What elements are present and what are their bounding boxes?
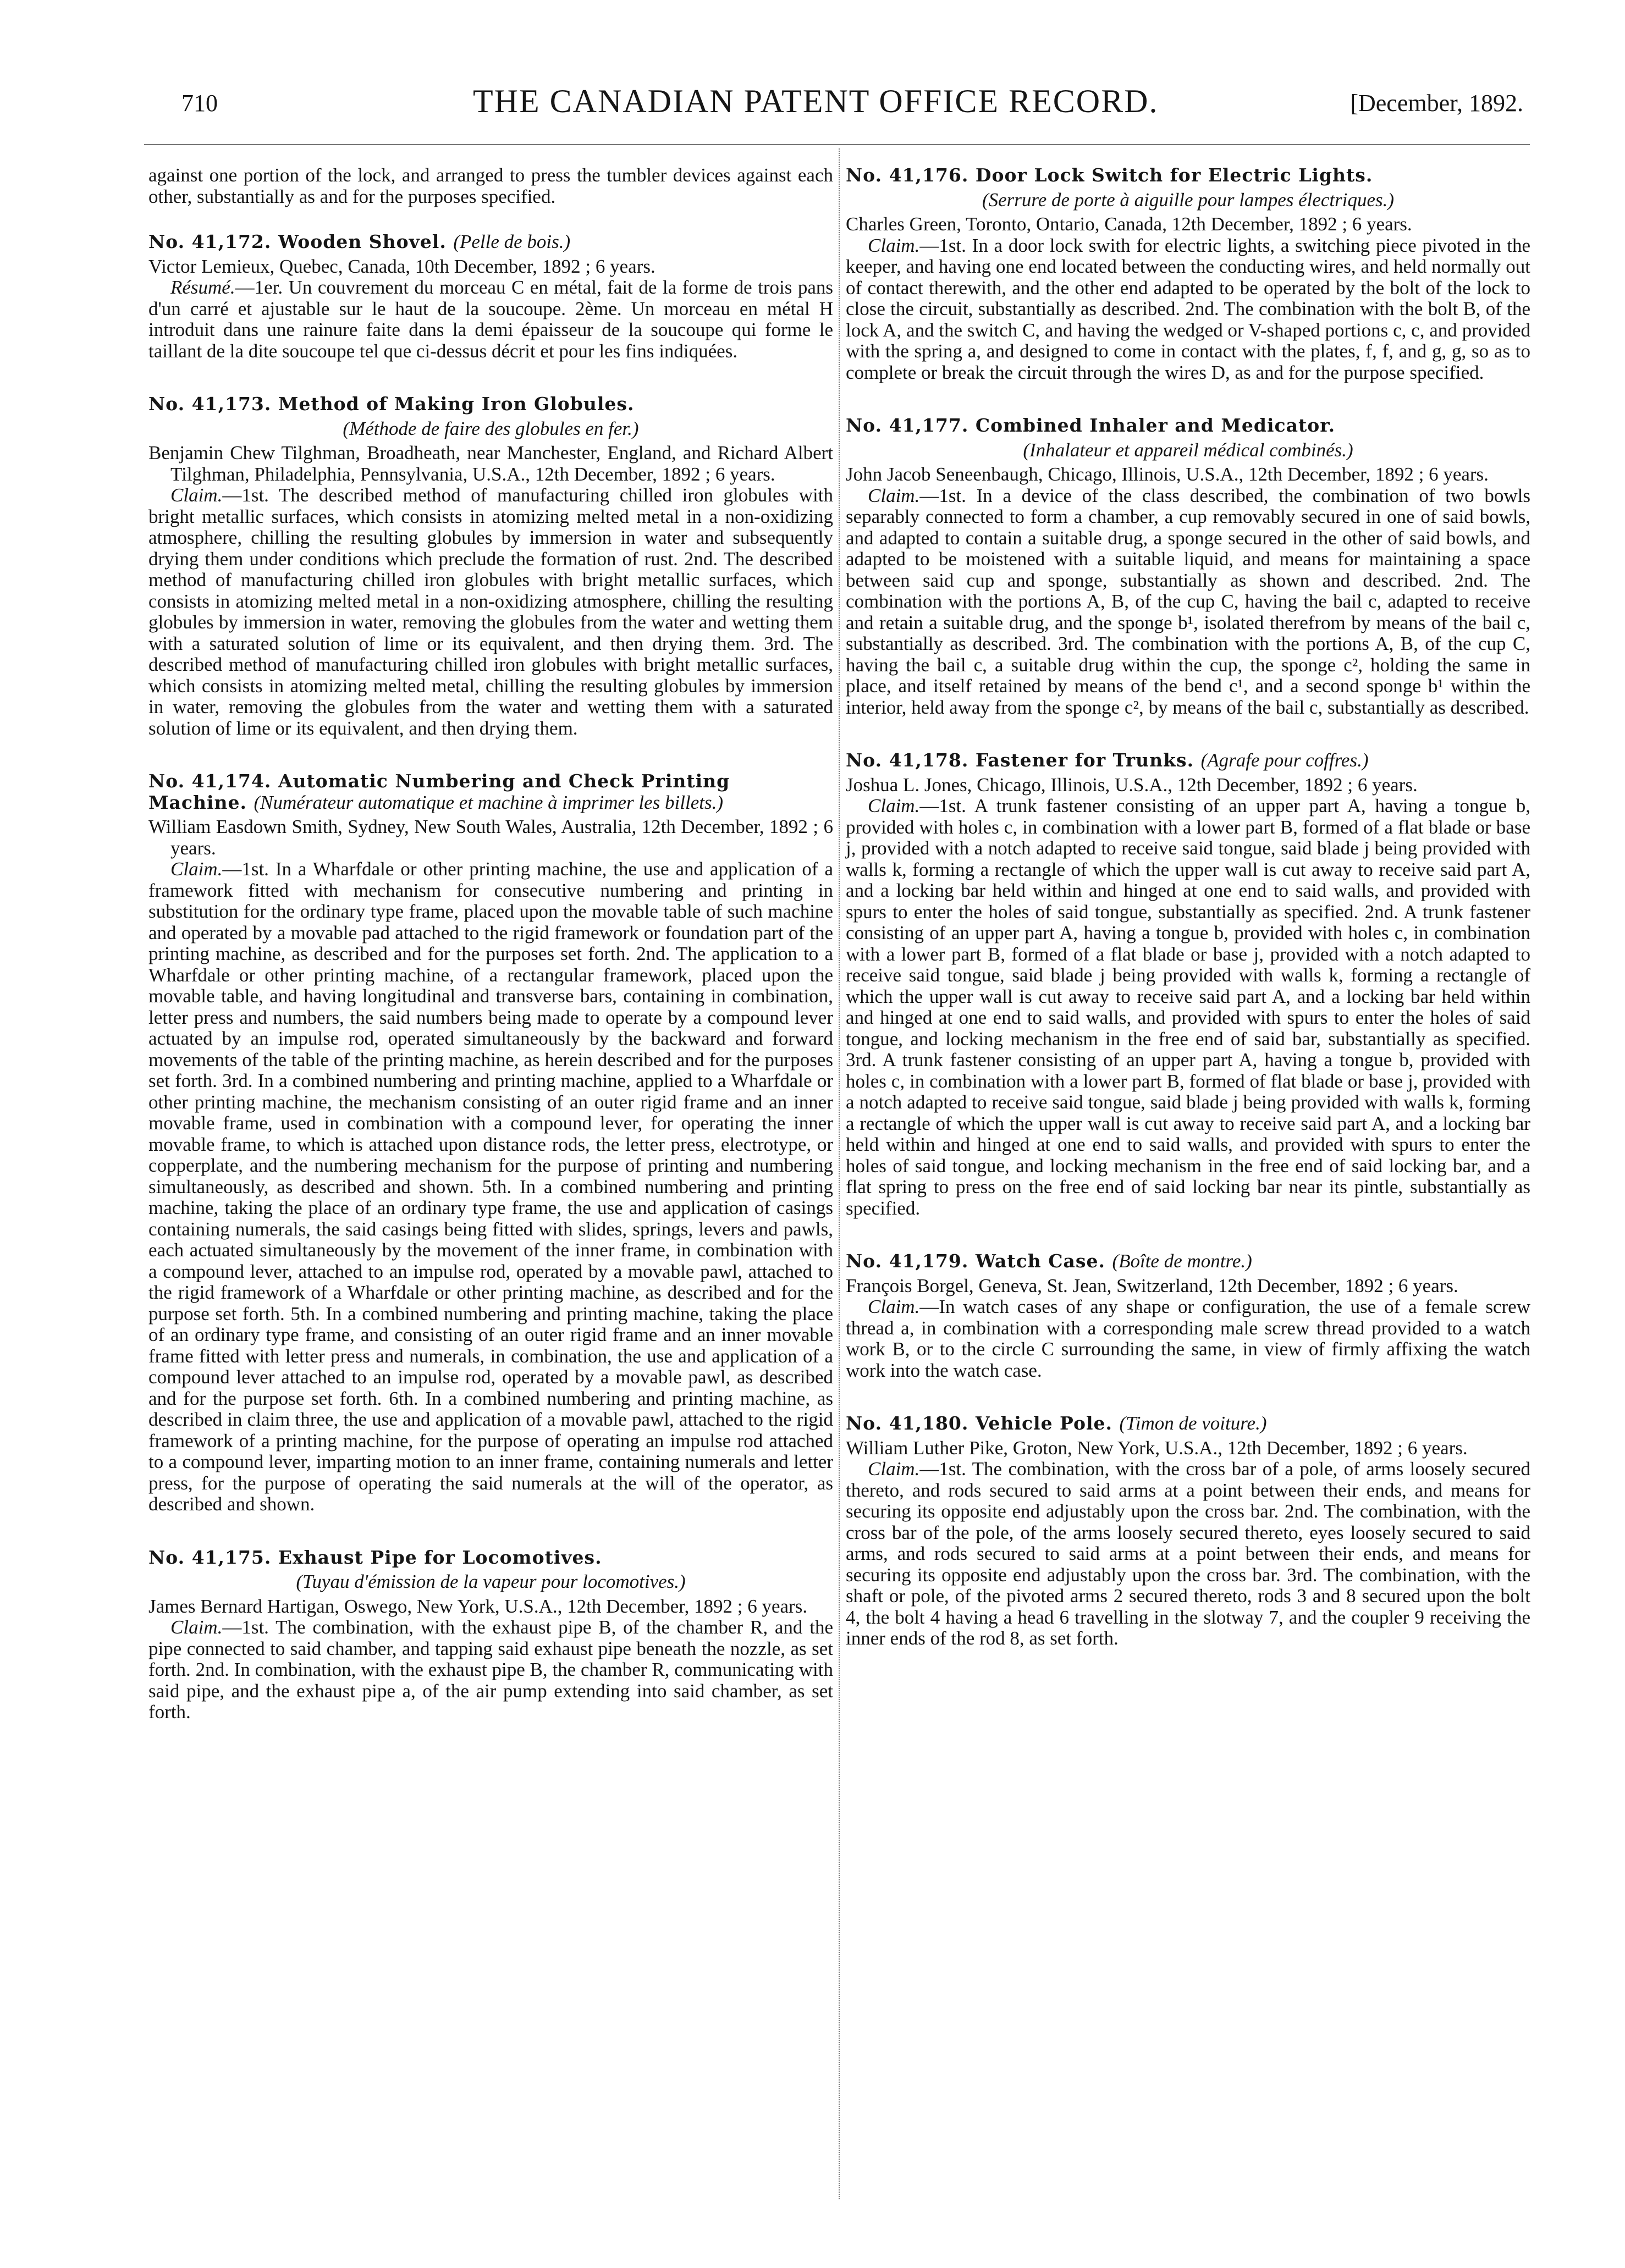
page-header xyxy=(148,82,1523,126)
entry-french-title: (Boîte de montre.) xyxy=(1112,1250,1252,1272)
entry-claim xyxy=(846,485,1530,719)
entry-title: No. 41,180. Vehicle Pole. xyxy=(846,1412,1113,1434)
patent-entry-41173 xyxy=(148,394,833,739)
entry-title: No. 41,179. Watch Case. xyxy=(846,1250,1105,1272)
claim-label: Claim. xyxy=(868,484,920,506)
entry-heading xyxy=(846,1251,1530,1272)
column-divider xyxy=(839,148,840,2199)
claim-text: —1er. Un couvrement du morceau C en métal, fait de la forme de trois pans d'un carré et ajustable sur le haut de la soucoupe. 2ème. Un morceau en métal H introduit dans une rainure faite dans la demi épaisseur de la soucoupe qui forme le taillant de la dite soucoupe tel que ci-dessus décrit et pour les fins indiquées. xyxy=(148,277,833,362)
entry-claim xyxy=(148,485,833,739)
entry-title: No. 41,178. Fastener for Trunks. xyxy=(846,749,1194,771)
claim-label: Claim. xyxy=(170,858,223,880)
claim-label: Claim. xyxy=(868,1458,920,1480)
entry-inventor: Joshua L. Jones, Chicago, Illinois, U.S.A., 12th December, 1892 ; 6 years. xyxy=(846,774,1418,796)
entry-title: No. 41,172. Wooden Shovel. xyxy=(148,231,447,252)
claim-text: —In watch cases of any shape or configuration, the use of a female screw thread a, in combination with a corresponding male screw thread provided to a watch work B, or to the circle C surrounding the same, in view of firmly affixing the watch work into the watch case. xyxy=(846,1296,1530,1381)
page-title: THE CANADIAN PATENT OFFICE RECORD. xyxy=(473,83,1159,119)
entry-french-title: (Pelle de bois.) xyxy=(453,231,571,252)
entry-french-title: (Numérateur automatique et machine à imprimer les billets.) xyxy=(254,791,723,813)
claim-label: Claim. xyxy=(868,234,920,256)
page-number: 710 xyxy=(181,90,218,117)
entry-heading xyxy=(148,231,833,253)
entry-claim xyxy=(846,796,1530,1219)
entry-inventor: Victor Lemieux, Quebec, Canada, 10th December, 1892 ; 6 years. xyxy=(148,255,655,277)
right-column xyxy=(846,165,1530,1681)
left-column xyxy=(148,165,833,1755)
entry-inventor: Benjamin Chew Tilghman, Broadheath, near Manchester, England, and Richard Albert Tilghman, Philadelphia, Pennsylvania, U.S.A., 12th December, 1892 ; 6 years. xyxy=(148,442,833,485)
entry-title: No. 41,173. Method of Making Iron Globules. xyxy=(148,393,635,415)
patent-entry-41178 xyxy=(846,750,1530,1219)
entry-claim xyxy=(148,859,833,1515)
issue-date: [December, 1892. xyxy=(1350,90,1523,117)
entry-title: No. 41,174. Automatic Numbering and Check Printing Machine. xyxy=(148,770,730,813)
claim-text: —1st. The described method of manufacturing chilled iron globules with bright metallic surfaces, which consists in atomizing melted metal in a non-oxidizing atmosphere, chilling the resulting globules by immersion in water and subsequently drying them under conditions which preclude the formation of rust. 2nd. The described method of manufacturing chilled iron globules with bright metallic surfaces, which consists in atomizing melted metal in a non-oxidizing atmosphere, chilling the resulting globules by immersion in water, removing the globules from the water and wetting them with a saturated solution of lime or its equivalent, and then drying them. 3rd. The described method of manufacturing chilled iron globules with bright metallic surfaces, which consists in atomizing melted metal, chilling the resulting globules by immersion in water, removing the globules from the water and wetting them with a saturated solution of lime or its equivalent, and then drying them. xyxy=(148,484,833,739)
entry-inventor: John Jacob Seneenbaugh, Chicago, Illinois, U.S.A., 12th December, 1892 ; 6 years. xyxy=(846,463,1489,485)
entry-title: No. 41,176. Door Lock Switch for Electric Lights. xyxy=(846,164,1373,186)
entry-heading xyxy=(846,750,1530,771)
entry-inventor: François Borgel, Geneva, St. Jean, Switzerland, 12th December, 1892 ; 6 years. xyxy=(846,1274,1458,1296)
entry-french-title: (Méthode de faire des globules en fer.) xyxy=(343,417,639,439)
claim-text: —1st. In a door lock swith for electric lights, a switching piece pivoted in the keeper, and having one end located between the conducting wires, and held normally out of contact therewith, and the other end adapted to be operated by the bolt of the lock to close the circuit, substantially as described. 2nd. The combination with the bolt B, of the lock A, and the switch C, and having the wedged or V-shaped portions c, c, and provided with the spring a, and designed to come in contact with the plates, f, f, and g, g, so as to complete or break the circuit through the wires D, as and for the purpose specified. xyxy=(846,234,1530,383)
entry-claim xyxy=(846,1296,1530,1381)
patent-entry-41179 xyxy=(846,1251,1530,1381)
entry-inventor: William Luther Pike, Groton, New York, U.S.A., 12th December, 1892 ; 6 years. xyxy=(846,1437,1468,1459)
entry-heading xyxy=(846,1413,1530,1434)
patent-entry-41176 xyxy=(846,165,1530,383)
claim-text: —1st. The combination, with the exhaust pipe B, of the chamber R, and the pipe connected to said chamber, and tapping said exhaust pipe beneath the nozzle, as set forth. 2nd. In combination, with the exhaust pipe B, the chamber R, communicating with said pipe, and the exhaust pipe a, of the air pump extending into said chamber, as set forth. xyxy=(148,1616,833,1723)
claim-text: —1st. In a device of the class described, the combination of two bowls separably connected to form a chamber, a cup removably secured in one of said bowls, and adapted to contain a suitable drug, a sponge secured in the other of said bowls, and adapted to be moistened with a suitable liquid, and means for maintaining a space between said cup and sponge, substantially as shown and described. 2nd. The combination with the portions A, B, of the cup C, having the bail c, adapted to receive and retain a suitable drug, and the sponge b¹, isolated therefrom by means of the bail c, substantially as described. 3rd. The combination with the portions A, B, of the cup C, having the bail c, a suitable drug within the cup, the sponge c², holding the same in place, and itself retained by means of the bend c¹, and a second sponge b¹ within the interior, held away from the sponge c², by means of the bail c, substantially as described. xyxy=(846,484,1530,718)
entry-inventor: Charles Green, Toronto, Ontario, Canada, 12th December, 1892 ; 6 years. xyxy=(846,213,1412,235)
claim-text: —1st. A trunk fastener consisting of an upper part A, having a tongue b, provided with holes c, in combination with a lower part B, formed of a flat blade or base j, provided with a notch adapted to receive said tongue, said blade j being provided with walls k, forming a rectangle of which the upper wall is cut away to receive said part A, and a locking bar held within and hinged at one end to said walls, and provided with spurs to enter the holes of said tongue, substantially as specified. 2nd. A trunk fastener consisting of an upper part A, having a tongue b, provided with holes c, in combination with a lower part B, formed of a flat blade or base j, provided with a notch adapted to receive said tongue, said blade j being provided with walls k, forming a rectangle of which the upper wall is cut away to receive said part A, and a locking bar held within and hinged at one end to said walls, and provided with spurs to enter the holes of said tongue, and locking mechanism in the free end of said bar, substantially as specified. 3rd. A trunk fastener consisting of an upper part A, having a tongue b, provided with holes c, in combination with a lower part B, formed of flat blade or base j, provided with a notch adapted to receive said tongue, said blade j being provided with walls k, forming a rectangle of which the upper wall is cut away to receive said part A, and a locking bar held within and hinged at one end to said walls, and provided with spurs to enter the holes of said tongue, and locking mechanism in the free end of said locking bar, and a flat spring to press on the free end of said locking bar near its pintle, substantially as specified. xyxy=(846,795,1530,1219)
patent-entry-41180 xyxy=(846,1413,1530,1649)
entry-inventor: William Easdown Smith, Sydney, New South Wales, Australia, 12th December, 1892 ; 6 years. xyxy=(148,816,833,859)
entry-french-title: (Tuyau d'émission de la vapeur pour locomotives.) xyxy=(296,1571,686,1592)
entry-claim xyxy=(148,277,833,362)
entry-french-title: (Agrafe pour coffres.) xyxy=(1200,749,1369,771)
entry-title: No. 41,177. Combined Inhaler and Medicator. xyxy=(846,415,1336,436)
claim-text: —1st. In a Wharfdale or other printing machine, the use and application of a framework fitted with mechanism for consecutive numbering and printing in substitution for the ordinary type frame, placed upon the movable table of such machine and operated by a movable pad attached to the rigid framework or foundation part of the printing machine, as described and for the purposes set forth. 2nd. The application to a Wharfdale or other printing machine, of a rectangular framework, placed upon the movable table, and having longitudinal and transverse bars, containing in combination, letter press and numbers, the said numbers being made to operate by a compound lever actuated by an impulse rod, operated simultaneously by the backward and forward movements of the table of the printing machine, as herein described and for the purposes set forth. 3rd. In a combined numbering and printing machine, applied to a Wharfdale or other printing machine, the mechanism consisting of an outer rigid frame and an inner movable frame, used in combination with a compound lever, for operating the inner movable frame, to which is attached upon distance rods, the letter press, electrotype, or copperplate, and the numbering mechanism for the purpose of printing and numbering simultaneously, as described and shown. 5th. In a combined numbering and printing machine, taking the place of an ordinary type frame, the use and application of casings containing numerals, the said casings being fitted with slides, springs, levers and pawls, each actuated simultaneously by the movement of the inner frame, in combination with a compound lever, attached to an impulse rod, operated by a movable pawl, attached to the rigid framework of a Wharfdale or other printing machine, as described and for the purpose set forth. 5th. In a combined numbering and printing machine, taking the place of an ordinary type frame, and consisting of an outer rigid frame and an inner movable frame fitted with letter press and numerals, in combination, the use and application of a compound lever attached to an impulse rod, operated by a movable pawl, as described and for the purpose set forth. 6th. In a combined numbering and printing machine, as described in claim three, the use and application of a movable pawl, attached to the rigid framework of a printing machine, for the purpose of operating an impulse rod attached to a compound lever, imparting motion to an inner frame, containing numerals and letter press, for the purpose of operating the said numerals at the will of the operator, as described and shown. xyxy=(148,858,833,1515)
entry-heading xyxy=(148,771,833,813)
patent-entry-41175 xyxy=(148,1547,833,1723)
entry-french-title: (Inhalateur et appareil médical combinés.) xyxy=(1023,439,1353,461)
patent-entry-41172 xyxy=(148,231,833,362)
continued-claim xyxy=(148,165,833,207)
entry-title: No. 41,175. Exhaust Pipe for Locomotives. xyxy=(148,1546,602,1568)
entry-french-title: (Timon de voiture.) xyxy=(1119,1412,1267,1434)
entry-french-title: (Serrure de porte à aiguille pour lampes électriques.) xyxy=(982,189,1395,211)
patent-entry-41177 xyxy=(846,415,1530,718)
claim-label: Claim. xyxy=(170,1616,223,1638)
header-rule xyxy=(144,144,1530,145)
patent-entry-41174 xyxy=(148,771,833,1515)
claim-label: Claim. xyxy=(170,484,223,506)
continued-text: against one portion of the lock, and arranged to press the tumbler devices against each other, substantially as and for the purposes specified. xyxy=(148,164,833,207)
entry-claim xyxy=(148,1617,833,1723)
entry-claim xyxy=(846,1459,1530,1649)
entry-claim xyxy=(846,235,1530,384)
claim-text: —1st. The combination, with the cross bar of a pole, of arms loosely secured thereto, and rods secured to said arms at a point between their ends, and means for securing its opposite end adjustably upon the cross bar. 2nd. The combination, with the cross bar of the pole, of the arms loosely secured thereto, eyes loosely secured to said arms, and rods secured to said arms at a point between their ends, and means for securing its opposite end adjustably upon the cross bar. 3rd. The combination, with the shaft or pole, of the pivoted arms 2 secured thereto, rods 3 and 8 secured upon the bolt 4, the bolt 4 having a head 6 travelling in the slotway 7, and the coupler 9 receiving the inner ends of the rod 8, as set forth. xyxy=(846,1458,1530,1649)
claim-label: Claim. xyxy=(868,1296,920,1317)
entry-inventor: James Bernard Hartigan, Oswego, New York, U.S.A., 12th December, 1892 ; 6 years. xyxy=(148,1595,808,1617)
claim-label: Résumé. xyxy=(170,277,235,298)
claim-label: Claim. xyxy=(868,795,920,816)
